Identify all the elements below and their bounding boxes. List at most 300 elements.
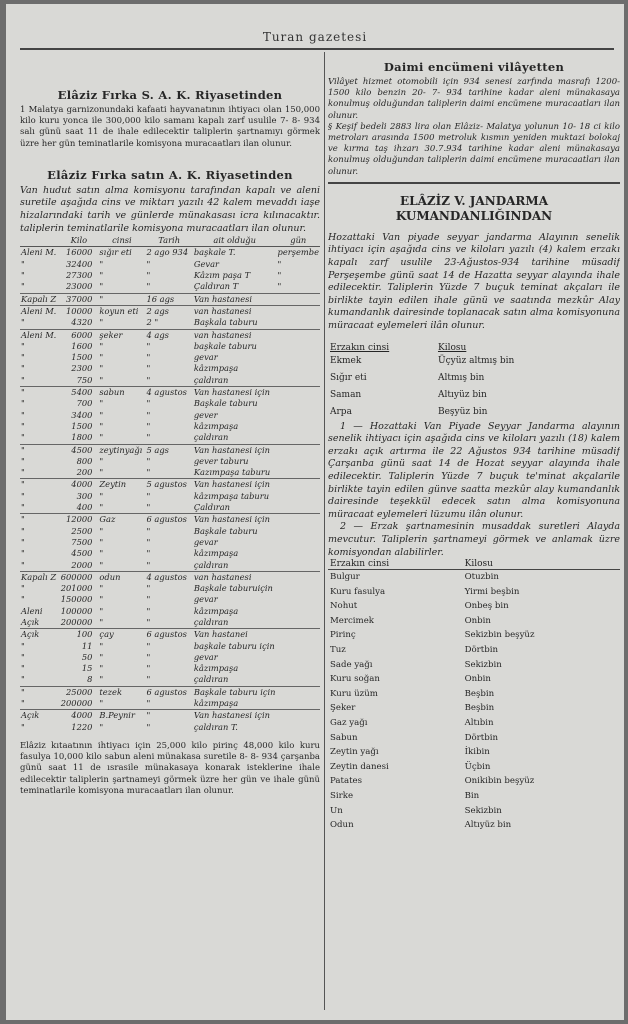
supply-row-cell: 6 agustos [145,686,192,698]
erzak2-row-cell: Kuru soğan [330,674,380,685]
supply-row [20,293,320,305]
supply-row-cell: " [146,594,151,605]
erzak2-row-cell: Altıyüz bin [464,820,512,831]
supply-row-cell: kâzımpaşa [193,420,239,431]
erzak2-row [328,804,620,819]
erzak2-row-cell: Beşbin [464,688,495,699]
supply-row-cell: 1500 [71,420,93,431]
supply-row-cell [277,686,320,698]
supply-row-cell: " [21,536,25,547]
supply-row-cell: " [99,651,104,662]
supply-row-cell: Başkale taburuiçin [193,583,273,594]
supply-row-cell: " [99,455,104,466]
supply-row-cell: B.Peynir [98,710,145,722]
erzak2-row [328,658,620,673]
supply-row-cell: 150000 [60,594,93,605]
left-column [20,56,320,797]
erzak1-row-cell: Altmış bin [437,372,485,383]
supply-row-cell: 600000 [59,571,98,583]
supply-row-cell: 4 ags [145,329,192,341]
notice2-body: Van hudut satın alma komisyonu tarafından kapalı ve aleni suretile aşağıda cins ve miktarı yazılı 42 kalem mevaddı iaşe hizalarındaki tarih ve günlerde münakasası icra kılınacaktır. taliplerin teminatlarile komisyona muracaatları ilan olunur. [20,184,320,234]
erzak2-row-cell: İkibin [464,747,490,758]
header-rule [20,48,614,50]
supply-row-cell: " [146,374,151,385]
erzak2-row [328,789,620,804]
notice1-title: Elâziz Fırka S. A. K. Riyasetinden [57,88,283,102]
supply-row-cell: çay [98,629,145,641]
supply-row [20,352,320,363]
supply-row-cell [277,352,320,363]
supply-row-cell: " [99,640,104,651]
supply-row-cell: " [146,455,151,466]
supply-row-cell: " [21,698,25,709]
erzak2-row-cell: Sade yağı [330,659,373,670]
supply-row-cell: 2300 [71,363,93,374]
erzak2-row-cell: Onbin [464,674,491,685]
supply-row-cell: 6 agustos [145,629,192,641]
supply-row-cell: " [21,340,25,351]
supply-row-cell: sabun [98,387,145,399]
erzak2-row-cell: Üçbin [464,761,491,772]
newspaper-page [6,4,624,1020]
supply-row [20,410,320,421]
supply-row-cell [277,421,320,432]
supply-row-cell: " [146,432,151,443]
supply-row-cell: " [146,651,151,662]
supply-row-cell: " [146,525,151,536]
supply-row-cell [277,398,320,409]
erzak1-row [328,404,573,421]
supply-row-cell: " [146,698,151,709]
supply-row-cell: " [99,490,104,501]
supply-row-cell [277,293,320,305]
t1-header-cins: Erzakın cinsi [330,342,390,353]
supply-row-cell: 1600 [71,340,93,351]
supply-row-cell: koyun eti [98,305,145,317]
supply-table-body [20,247,320,733]
erzak2-row-cell: Otuzbin [464,572,499,583]
supply-row-cell [277,652,320,663]
supply-row-cell: 1220 [71,721,93,732]
supply-row-cell: " [99,525,104,536]
supply-row-cell [277,305,320,317]
supply-row-cell [277,491,320,502]
daimi-p1: Vilâyet hizmet otomobili için 934 senesi zarfında masrafı 1200- 1500 kilo benzin 20- 7- 934 tarihine kadar aleni münakasaya konulmuş olduğundan taliplerin daimi encümene muracaatları ilan olunur. [328,77,620,121]
supply-row [20,363,320,374]
supply-row-cell: Gaz [98,514,145,526]
daimi-title: Daimi encümeni vilâyetten [383,60,565,74]
supply-row-cell: " [277,258,282,269]
supply-row [20,514,320,526]
supply-row-cell: " [99,698,104,709]
erzak2-row-cell: Patates [330,776,363,787]
erzak2-row-cell: Mercimek [330,615,374,626]
supply-row-cell: 4500 [59,444,98,456]
supply-row-cell: " [99,663,104,674]
supply-row-cell: kâzımpaşa [193,363,239,374]
supply-row-cell: 200 [76,467,93,478]
supply-row-cell: Aleni M. [20,305,59,317]
erzak2-row-cell: Şeker [330,703,356,714]
supply-row-cell [277,432,320,444]
supply-row-cell [277,479,320,491]
t1-header-kilo: Kilosu [437,342,467,353]
erzak2-row [328,818,620,833]
supply-row-cell: " [99,420,104,431]
supply-row-cell: 200000 [60,616,93,627]
erzak2-row [328,745,620,760]
supply-row-cell: 23000 [66,281,93,292]
supply-row-cell: " [21,420,25,431]
supply-row [20,663,320,674]
header-gun: gün [277,235,320,247]
supply-row-cell: " [146,409,151,420]
supply-row-cell [277,698,320,710]
supply-row-cell: kâzımpaşa [193,548,239,559]
supply-table-header [20,235,320,247]
supply-row-cell: " [99,674,104,685]
supply-row [20,686,320,698]
erzak1-row [328,387,573,404]
supply-row-cell: kâzımpaşa taburu [193,490,270,501]
erzak-table-2 [328,559,620,833]
supply-row-cell: " [21,640,25,651]
supply-row-cell [277,410,320,421]
supply-row-cell [277,710,320,722]
supply-row-cell: " [146,281,151,292]
supply-row-cell: " [99,340,104,351]
t2-header-cins: Erzakın cinsi [328,559,463,570]
supply-row [20,398,320,409]
supply-row-cell: " [21,663,25,674]
supply-row-cell: 50 [81,651,93,662]
supply-row-cell: Van hastanesi [193,293,277,305]
supply-row-cell: 15 [81,663,93,674]
supply-row-cell: " [146,363,151,374]
supply-row-cell: perşembe [277,247,319,258]
supply-row-cell: Kapalı Z [20,293,59,305]
supply-row-cell: 5 ags [145,444,192,456]
supply-row-cell: " [146,536,151,547]
supply-row-cell: 2500 [71,525,93,536]
supply-row [20,387,320,399]
supply-row-cell: " [146,616,151,627]
erzak1-row-cell: Beşyüz bin [437,406,488,417]
supply-row-cell: Zeytin [98,479,145,491]
supply-row-cell [277,594,320,605]
supply-row [20,259,320,270]
erzak1-row-cell: Altıyüz bin [437,389,487,400]
supply-row-cell: 300 [76,490,93,501]
supply-row-cell: 400 [76,502,93,513]
supply-row-cell: " [99,317,104,328]
supply-row-cell: 2 ags [145,305,192,317]
supply-row-cell: " [21,398,25,409]
supply-row-cell: Başkale taburu [193,398,258,409]
supply-row [20,247,320,259]
supply-row-cell: 1500 [71,352,93,363]
supply-row-cell: 37000 [59,293,98,305]
supply-row-cell: " [99,583,104,594]
erzak2-row [328,716,620,731]
supply-row-cell: Van hastanesi için [193,479,277,491]
supply-row-cell: " [146,640,151,651]
erzak2-row-cell: Beşbin [464,703,495,714]
supply-row-cell: " [99,548,104,559]
supply-row-cell [277,341,320,352]
erzak1-row-cell: Ekmek [330,355,362,366]
supply-row-cell [277,617,320,629]
supply-row-cell: " [146,340,151,351]
supply-row [20,341,320,352]
erzak2-row-cell: Kuru üzüm [330,688,378,699]
supply-row-cell: 100000 [60,605,93,616]
erzak2-row-cell: Sekizbin beşyüz [464,630,535,641]
supply-row-cell: Aleni [21,605,43,616]
supply-row-cell [277,329,320,341]
supply-row-cell [277,722,320,733]
erzak2-row-cell: Gaz yağı [330,718,368,729]
supply-row-cell: " [146,398,151,409]
header-ait: ait olduğu [193,235,277,247]
masthead: Turan gazetesi [262,30,368,44]
t2-header-kilo: Kilosu [463,559,620,570]
supply-row-cell: 10000 [59,305,98,317]
supply-row-cell: " [21,432,25,443]
supply-row-cell [277,537,320,548]
supply-row-cell: " [99,536,104,547]
supply-row-cell: çaldıran T. [193,721,238,732]
supply-row-cell: " [99,352,104,363]
supply-row-cell: van hastanesi [193,571,277,583]
supply-row-cell: 2000 [71,559,93,570]
supply-row-cell: 1800 [71,432,93,443]
supply-row-cell: gevar [193,352,218,363]
supply-row-cell: 5 agustos [145,479,192,491]
jandarma-title [328,194,620,224]
erzak-table-2-body [328,570,620,833]
supply-row [20,317,320,329]
supply-row [20,479,320,491]
erzak2-row-cell: Altıbin [464,718,494,729]
supply-row-cell: " [21,559,25,570]
jandarma-item1: 1 — Hozattaki Van Piyade Seyyar Jandarma alayının senelik ihtiyacı için aşağıda cins ve kiloları yazılı (18) kalem erzakı açık artırma ile 22 Ağustos 934 tarihine müsadif Çarşanba günü saat 14 de Hozat seyyar alayında ihale edilecektir. Taliplerin Yüzde 7 buçuk te'minat akçalarile birlikte tayin edilen günve saatta mezkûr alay kumandanlık dairesinde teşekkül edecek satın alma komisyonuna müracaat eylemeleri lüzumu ilân olunur. [328,420,620,520]
erzak1-row-cell: Üçyüz altmış bin [437,355,515,366]
supply-row-cell: " [99,616,104,627]
erzak2-row-cell: Dörtbin [464,645,499,656]
supply-row-cell: Van hastanesi için [193,514,277,526]
supply-row-cell: " [99,374,104,385]
supply-row-cell: 800 [76,455,93,466]
header-kilo: Kilo [59,235,98,247]
supply-row-cell: Aleni M. [20,329,59,341]
supply-row-cell: Açık [20,629,59,641]
supply-row-cell: 5400 [59,387,98,399]
erzak2-row-cell: Tuz [330,645,346,656]
supply-row-cell: çaldıran [193,374,229,385]
supply-row-cell: " [21,467,25,478]
supply-row-cell: sığır eti [99,247,132,258]
erzak1-row-cell: Sığır eti [330,372,367,383]
supply-row-cell: 750 [76,374,93,385]
column-divider [324,52,325,1010]
supply-row [20,526,320,537]
supply-row-cell: Gevar [193,258,219,269]
supply-row-cell: Çaldıran [193,502,231,513]
supply-row [20,467,320,479]
erzak2-row-cell: Nohut [330,601,358,612]
supply-row-cell: " [21,490,25,501]
notice1-body: 1 Malatya garnizonundaki kafaati hayvanatının ihtiyacı olan 150,000 kilo kuru yonca ile 300,000 kilo samanı kapalı zarf usulile 7- 8- 934 salı günü saat 11 de ihale edilecektir taliplerin şartnamıyı görmek üzre her gün teminatlarile komisyona muracaatları ilan olunur. [20,105,320,149]
supply-row [20,560,320,572]
supply-row-cell: başkale taburu için [193,640,275,651]
supply-row-cell: Kâzım paşa T [193,270,251,281]
erzak2-row [328,614,620,629]
supply-row-cell: " [21,281,25,292]
erzak1-row [328,370,573,387]
supply-row-cell: Açık [20,710,59,722]
supply-row-cell: " [20,479,59,491]
supply-row [20,722,320,733]
supply-row-cell: 700 [76,398,93,409]
supply-row-cell: " [99,594,104,605]
supply-row-cell: " [21,583,25,594]
supply-row-cell: " [21,374,25,385]
supply-row-cell [277,526,320,537]
supply-row [20,432,320,444]
supply-row-cell: gever taburu [193,455,249,466]
supply-row-cell: 2 ago 934 [146,247,189,258]
supply-row-cell [277,641,320,652]
supply-row-cell: 6000 [59,329,98,341]
supply-row-cell: " [99,467,104,478]
erzak2-row [328,774,620,789]
supply-row [20,537,320,548]
supply-row [20,375,320,387]
supply-row [20,281,320,293]
supply-row-cell [277,444,320,456]
supply-row-cell: odun [98,571,145,583]
supply-row [20,698,320,710]
supply-row [20,491,320,502]
supply-row-cell: gevar [193,594,218,605]
supply-row-cell: gevar [193,536,218,547]
supply-row-cell: " [99,398,104,409]
supply-row-cell: çaldıran [193,616,229,627]
erzak2-row-cell: Sabun [330,732,358,743]
supply-row [20,594,320,605]
supply-row-cell: " [21,548,25,559]
supply-row-cell: 11 [81,640,93,651]
supply-row-cell: 4 agustos [145,571,192,583]
left-footer-notice: Elâziz kıtaatının ihtiyacı için 25,000 kilo pirinç 48,000 kilo kuru fasulya 10,000 kilo sabun aleni münakasa suretile 8- 8- 934 çarşanba günü saat 11 de ısrasile münakasaya konarak isteklerine ihale edilecektir taliplerin şartnameyi görmek üzre her gün ve ihale günü teminatlarile komisyona muracaatları ilan olunur. [20,740,320,796]
erzak2-row-cell: Odun [330,820,354,831]
erzak2-row-cell: Sekizbin [464,805,502,816]
supply-row [20,421,320,432]
supply-row-cell [277,514,320,526]
supply-row [20,444,320,456]
supply-row-cell: Van hastanesi için [193,387,277,399]
erzak-table-1-body [328,353,573,421]
supply-row [20,710,320,722]
supply-row-cell [277,606,320,617]
supply-row-cell: " [146,502,151,513]
supply-row-cell [277,317,320,329]
supply-row-cell: zeytinyağı [98,444,145,456]
erzak2-row-cell: Yirmi beşbin [464,586,520,597]
supply-row-cell: Van hastanesi için [193,710,277,722]
supply-row-cell: " [99,432,104,443]
supply-row-cell: Van hastanei [193,629,277,641]
supply-row-cell: " [98,293,145,305]
supply-row-cell: " [145,710,192,722]
supply-row-cell: Başkale taburu için [193,686,276,697]
supply-row [20,548,320,559]
supply-row-cell: 4 agustos [145,387,192,399]
supply-row-cell: başkale taburu [193,340,257,351]
supply-row-cell: " [146,559,151,570]
supply-row-cell: " [21,721,25,732]
supply-row-cell: " [20,514,59,526]
supply-row-cell: 200000 [60,698,93,709]
supply-row-cell: " [277,281,282,292]
supply-row-cell: " [99,559,104,570]
supply-row-cell: 201000 [60,583,93,594]
supply-row-cell: " [99,605,104,616]
supply-row-cell: " [99,363,104,374]
supply-row [20,270,320,281]
supply-row-cell: " [99,270,104,281]
supply-row-cell: Çaldıran T [193,281,239,292]
header-cinsi: cinsi [98,235,145,247]
erzak2-row [328,672,620,687]
supply-row-cell: 8 [87,674,93,685]
supply-row [20,571,320,583]
supply-row-cell: " [99,721,104,732]
supply-row-cell: 27300 [66,270,93,281]
supply-row-cell: 100 [59,629,98,641]
supply-row-cell: 32400 [66,258,93,269]
supply-row-cell: 6 agustos [145,514,192,526]
supply-row-cell: " [99,409,104,420]
supply-row-cell: Aleni M. [21,247,57,258]
supply-row-cell: 16 ags [145,293,192,305]
supply-row-cell: " [99,281,104,292]
erzak2-row [328,731,620,746]
supply-row-cell: " [21,525,25,536]
supply-row [20,652,320,663]
jandarma-item2: 2 — Erzak şartnamesinin musaddak suretleri Alayda mevcutur. Taliplerin şartnameyi görmek ve anlamak üzre komisyondan alabilirler. [328,521,620,558]
supply-row-cell: " [21,409,25,420]
supply-row-cell: " [146,490,151,501]
right-column [328,56,620,833]
supply-row-cell [277,363,320,374]
supply-row-cell: 25000 [59,686,98,698]
supply-row-cell [277,674,320,686]
supply-row [20,617,320,629]
supply-row-cell: " [146,721,151,732]
supply-row-cell: " [21,455,25,466]
supply-row-cell: 2 " [146,317,159,328]
supply-row-cell: " [146,352,151,363]
jandarma-title-line1: ELÂZİZ V. JANDARMA [399,193,548,208]
supply-row-cell: 4500 [71,548,93,559]
supply-row-cell: çaldıran [193,559,229,570]
erzak2-row [328,599,620,614]
supply-row-cell: " [146,420,151,431]
supply-row-cell: 7500 [71,536,93,547]
supply-row-cell: kâzımpaşa [193,605,239,616]
